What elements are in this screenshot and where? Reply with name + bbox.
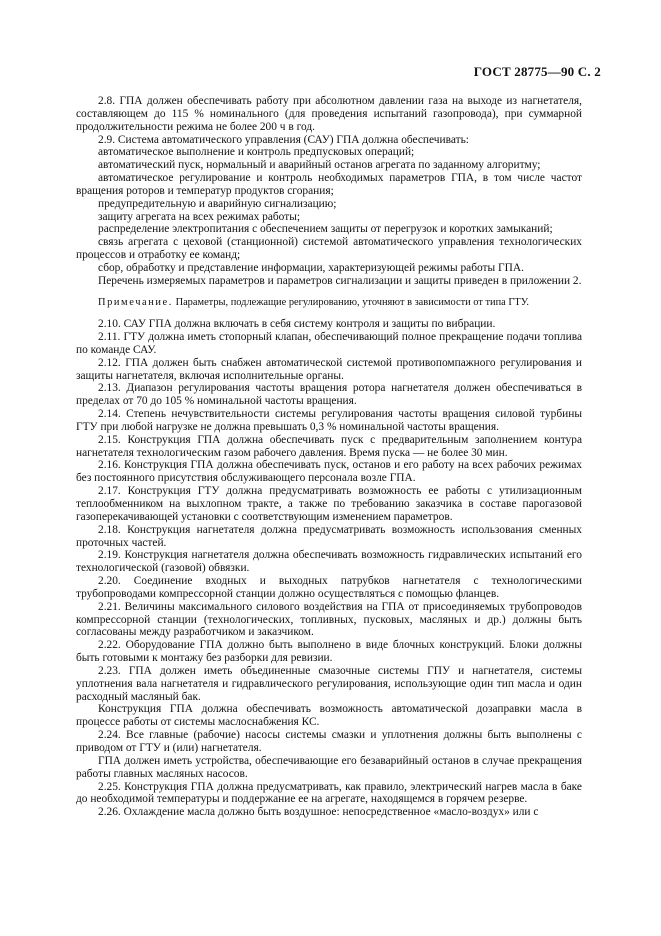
clause-2-9-item: сбор, обработку и представление информации, характеризующей режимы работы ГПА. xyxy=(98,261,524,274)
clause-2-25: 2.25. Конструкция ГПА должна предусматривать, как правило, электрический нагрев масла в баке до необходимой температуры и поддержание ее на агрегате, находящемся в горячем резерве. xyxy=(76,780,582,806)
clause-2-15: 2.15. Конструкция ГПА должна обеспечивать пуск с предварительным заполнением контура нагнетателя технологическим газом рабочего давления. Время пуска — не более 30 мин. xyxy=(76,433,582,459)
clause-2-10: 2.10. САУ ГПА должна включать в себя систему контроля и защиты по вибрации. xyxy=(98,318,496,331)
clause-2-20: 2.20. Соединение входных и выходных патрубков нагнетателя с технологическими трубопроводами компрессорной станции должно осуществляться с помощью фланцев. xyxy=(76,575,582,600)
clause-2-9: 2.9. Система автоматического управления (САУ) ГПА должна обеспечивать: xyxy=(98,133,469,146)
clause-2-9-item: автоматическое регулирование и контроль необходимых параметров ГПА, в том числе частот вращения роторов и температур продуктов сгорания; xyxy=(76,172,582,197)
clause-2-26: 2.26. Охлаждение масла должно быть воздушное: непосредственное «масло-воздух» или с xyxy=(98,806,539,819)
clause-2-9-item: автоматическое выполнение и контроль предпусковых операций; xyxy=(98,146,415,159)
clause-2-9-item: защиту агрегата на всех режимах работы; xyxy=(98,210,301,223)
document-body xyxy=(76,95,582,819)
clause-2-21: 2.21. Величины максимального силового воздействия на ГПА от присоединяемых трубопроводов компрессорной станции (технологических, топливных, пусковых, масляных и др.) должны быть согласованы между разработчиком и заказчиком. xyxy=(76,600,582,639)
clause-2-19: 2.19. Конструкция нагнетателя должна обеспечивать возможность гидравлических испытаний его технологической (газовой) обвязки. xyxy=(76,549,582,575)
clause-2-9-item: Перечень измеряемых параметров и параметров сигнализации и защиты приведен в приложении 2. xyxy=(98,274,582,287)
clause-2-22: 2.22. Оборудование ГПА должно быть выполнено в виде блочных конструкций. Блоки должны быть готовыми к монтажу без разборки для ревизии. xyxy=(76,639,582,665)
clause-2-24-cont: ГПА должен иметь устройства, обеспечивающие его безаварийный останов в случае прекращения работы главных масляных насосов. xyxy=(76,754,582,780)
clause-2-23: 2.23. ГПА должен иметь объединенные смазочные системы ГПУ и нагнетателя, системы уплотнения вала нагнетателя и гидравлического регулирования, использующие один тип масла и один расходный масляный бак. xyxy=(76,664,582,703)
note-text: Параметры, подлежащие регулированию, уточняют в зависимости от типа ГТУ. xyxy=(172,296,529,308)
clause-2-8: 2.8. ГПА должен обеспечивать работу при абсолютном давлении газа на выходе из нагнетателя, составляющем до 115 % номинального (для проведения испытаний газопровода), при суммарной продолжительности режима не более 200 ч в год. xyxy=(76,95,582,133)
clause-2-13: 2.13. Диапазон регулирования частоты вращения ротора нагнетателя должен обеспечиваться в пределах от 70 до 105 % номинальной частоты вращения. xyxy=(76,382,582,408)
clause-2-16: 2.16. Конструкция ГПА должна обеспечивать пуск, останов и его работу на всех рабочих режимах без постоянного присутствия обслуживающего персонала возле ГПА. xyxy=(76,459,582,485)
clause-2-9-item: автоматический пуск, нормальный и аварийный останов агрегата по заданному алгоритму; xyxy=(98,159,541,172)
page-header: ГОСТ 28775—90 С. 2 xyxy=(473,64,601,79)
clause-2-12: 2.12. ГПА должен быть снабжен автоматической системой противопомпажного регулирования и защиты нагнетателя, включая исполнительные органы. xyxy=(76,356,582,382)
clause-2-9-item: связь агрегата с цеховой (станционной) системой автоматического управления технологических процессов и отработку ее команд; xyxy=(76,236,582,262)
clause-2-9-item: распределение электропитания с обеспечением защиты от перегрузок и коротких замыканий; xyxy=(98,223,553,236)
clause-2-24: 2.24. Все главные (рабочие) насосы системы смазки и уплотнения должны быть выполнены с приводом от ГТУ и (или) нагнетателя. xyxy=(76,729,582,754)
clause-2-14: 2.14. Степень нечувствительности системы регулирования частоты вращения силовой турбины ГТУ при любой нагрузке не должна превышать 0,3 % номинальной частоты вращения. xyxy=(76,408,582,433)
clause-2-9-item: предупредительную и аварийную сигнализацию; xyxy=(98,197,337,210)
clause-2-11: 2.11. ГТУ должна иметь стопорный клапан, обеспечивающий полное прекращение подачи топлива по команде САУ. xyxy=(76,331,582,356)
clause-2-23-cont: Конструкция ГПА должна обеспечивать возможность автоматической дозаправки масла в процессе работы от системы маслоснабжения КС. xyxy=(76,703,582,729)
clause-2-17: 2.17. Конструкция ГТУ должна предусматривать возможность ее работы с утилизационным теплообменником на выхлопном тракте, а также по требованию заказчика в составе парогазовой газоперекачивающей установки с соответствующим изменением параметров. xyxy=(76,485,582,523)
note-label: Примечание. xyxy=(98,296,173,308)
clause-2-18: 2.18. Конструкция нагнетателя должна предусматривать возможность использования сменных проточных частей. xyxy=(76,523,582,549)
note xyxy=(76,297,582,310)
